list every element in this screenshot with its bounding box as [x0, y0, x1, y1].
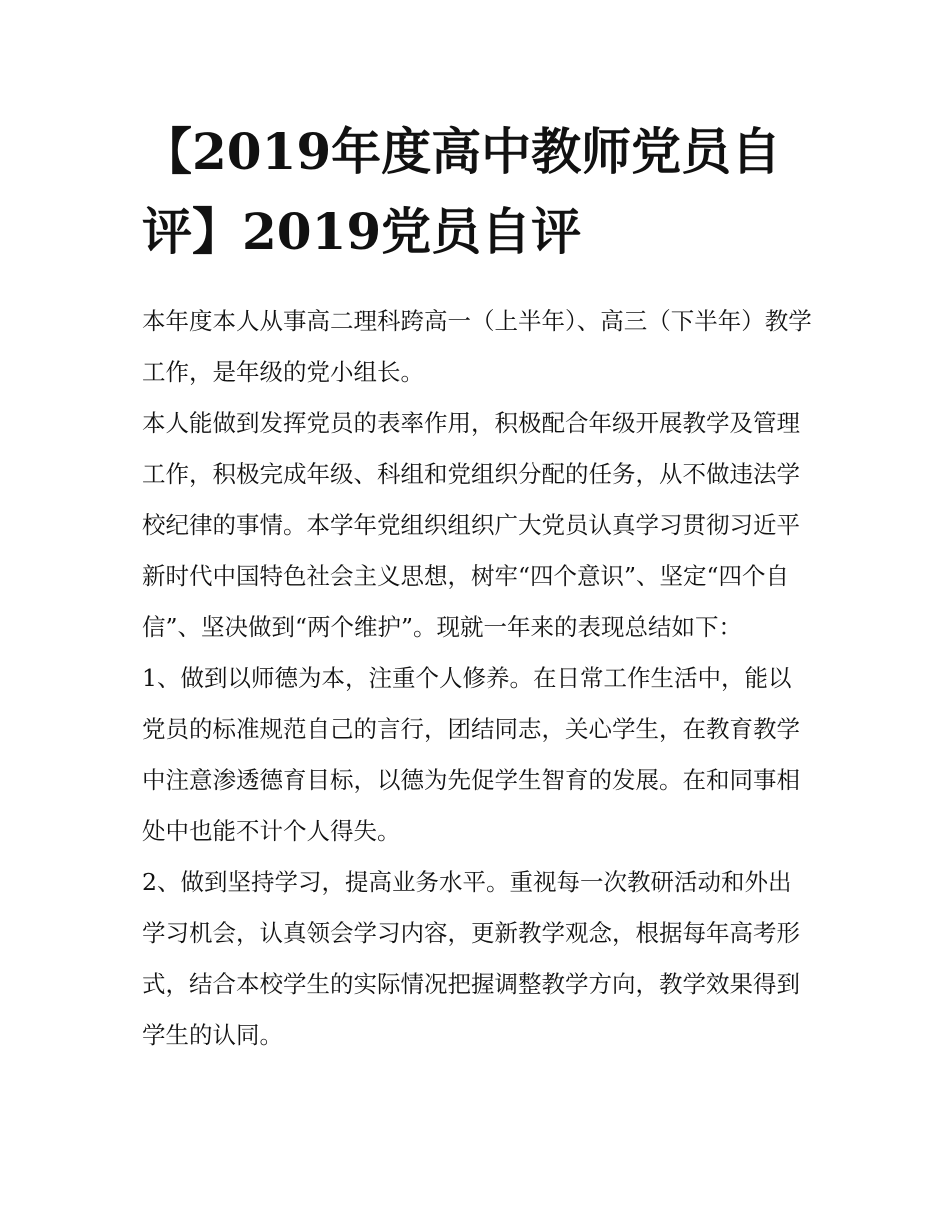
document-body [142, 296, 814, 1061]
paragraph-intro: 本年度本人从事高二理科跨高一（上半年）、高三（下半年）教学工作，是年级的党小组长。 [142, 307, 812, 386]
paragraph-point-2: 2、做到坚持学习，提高业务水平。重视每一次教研活动和外出学习机会，认真领会学习内容，更新教学观念，根据每年高考形式，结合本校学生的实际情况把握调整教学方向，教学效果得到学生的认同。 [142, 868, 800, 1049]
document-title: 【2019年度高中教师党员自评】2019党员自评 [142, 122, 782, 261]
paragraph-role: 本人能做到发挥党员的表率作用，积极配合年级开展教学及管理工作，积极完成年级、科组和党组织分配的任务，从不做违法学校纪律的事情。本学年党组织组织广大党员认真学习贯彻习近平新时代中国特色社会主义思想，树牢“四个意识”、坚定“四个自信”、坚决做到“两个维护”。现就一年来的表现总结如下： [142, 409, 800, 641]
paragraph-point-1: 1、做到以师德为本，注重个人修养。在日常工作生活中，能以党员的标准规范自己的言行，团结同志，关心学生，在教育教学中注意渗透德育目标，以德为先促学生智育的发展。在和同事相处中也能不计个人得失。 [142, 664, 800, 845]
